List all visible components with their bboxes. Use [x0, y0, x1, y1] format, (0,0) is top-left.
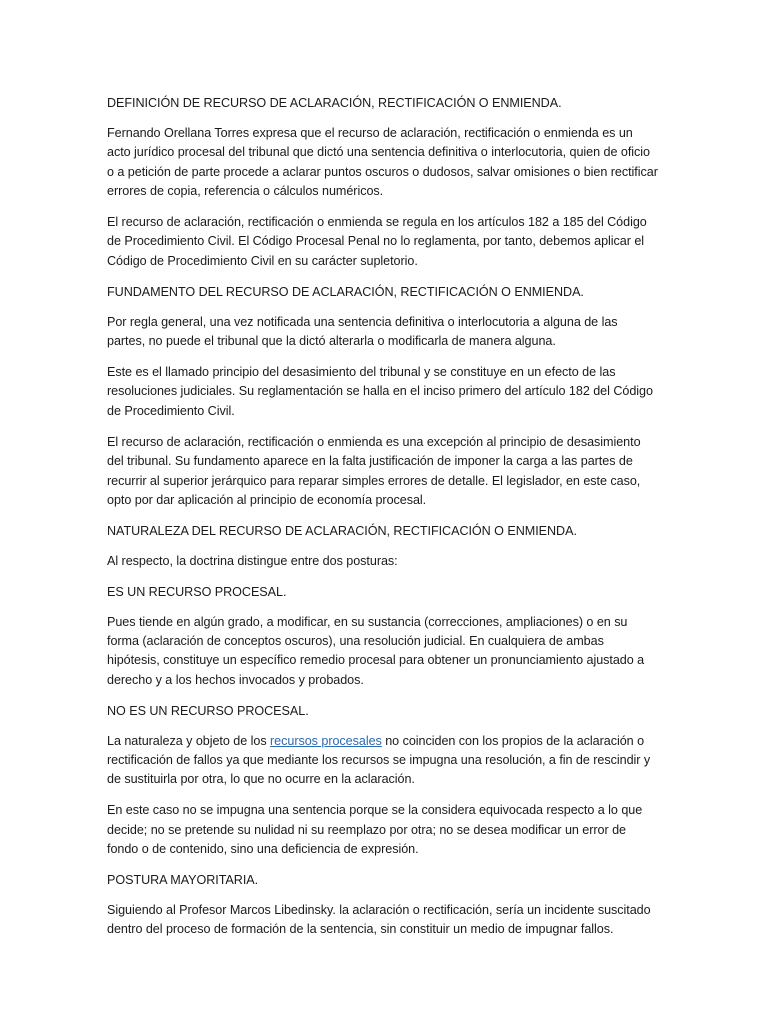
paragraph-naturaleza-1: Al respecto, la doctrina distingue entre dos posturas: — [107, 553, 398, 568]
paragraph-text-after-link: no coinciden con los propios de la aclaración o rectificación de fallos ya que mediante los recursos se impugna una resolución, a fin de rescindir y de sustituirla por otra, lo que no ocurre en la aclaración. — [107, 733, 651, 787]
heading-definicion: DEFINICIÓN DE RECURSO DE ACLARACIÓN, RECTIFICACIÓN O ENMIENDA. — [107, 96, 562, 110]
paragraph-postura-mayoritaria: Siguiendo al Profesor Marcos Libedinsky. la aclaración o rectificación, sería un incidente suscitado dentro del proceso de formación de la sentencia, sin constituir un medio de impugnar fallos. — [107, 902, 651, 937]
paragraph-fundamento-1: Por regla general, una vez notificada una sentencia definitiva o interlocutoria a alguna de las partes, no puede el tribunal que la dictó alterarla o modificarla de manera alguna. — [107, 314, 618, 349]
heading-fundamento: FUNDAMENTO DEL RECURSO DE ACLARACIÓN, RECTIFICACIÓN O ENMIENDA. — [107, 284, 584, 299]
document-page — [107, 94, 659, 951]
paragraph-no-es-recurso-procesal-2: En este caso no se impugna una sentencia porque se la considera equivocada respecto a lo que decide; no se pretende su nulidad ni su reemplazo por otra; no se desea modificar un error de fondo o de contenido, sino una deficiencia de expresión. — [107, 803, 643, 857]
recursos-procesales-link[interactable]: recursos procesales — [270, 733, 382, 748]
paragraph-fundamento-3: El recurso de aclaración, rectificación o enmienda es una excepción al principio de desasimiento del tribunal. Su fundamento aparece en la falta justificación de imponer la carga a las partes de recurrir al superior jerárquico para reparar simples errores de detalle. El legislador, en este caso, opto por dar aplicación al principio de economía procesal. — [107, 434, 641, 507]
paragraph-fundamento-2: Este es el llamado principio del desasimiento del tribunal y se constituye en un efecto de las resoluciones judiciales. Su reglamentación se halla en el inciso primero del artículo 182 del Código de Procedimiento Civil. — [107, 364, 653, 418]
paragraph-es-recurso-procesal: Pues tiende en algún grado, a modificar, en su sustancia (correcciones, ampliaciones) o en su forma (aclaración de conceptos oscuros), una resolución judicial. En cualquiera de ambas hipótesis, constituye un específico remedio procesal para obtener un pronunciamiento ajustado a derecho y a los hechos invocados y probados. — [107, 614, 645, 687]
heading-es-recurso-procesal: ES UN RECURSO PROCESAL. — [107, 584, 287, 599]
paragraph-text-before-link: La naturaleza y objeto de los — [107, 733, 271, 748]
heading-postura-mayoritaria: POSTURA MAYORITARIA. — [107, 873, 259, 887]
heading-no-es-recurso-procesal: NO ES UN RECURSO PROCESAL. — [107, 703, 309, 718]
paragraph-definicion-1: Fernando Orellana Torres expresa que el recurso de aclaración, rectificación o enmienda es un acto jurídico procesal del tribunal que dictó una sentencia definitiva o interlocutoria, quien de oficio o a petición de parte procede a aclarar puntos oscuros o dudosos, salvar omisiones o bien rectificar errores de copia, referencia o cálculos numéricos. — [107, 125, 658, 199]
heading-naturaleza: NATURALEZA DEL RECURSO DE ACLARACIÓN, RECTIFICACIÓN O ENMIENDA. — [107, 523, 577, 538]
paragraph-definicion-2: El recurso de aclaración, rectificación o enmienda se regula en los artículos 182 a 185 del Código de Procedimiento Civil. El Código Procesal Penal no lo reglamenta, por tanto, debemos aplicar el Código de Procedimiento Civil en su carácter supletorio. — [107, 215, 647, 268]
paragraph-no-es-recurso-procesal — [107, 732, 659, 790]
